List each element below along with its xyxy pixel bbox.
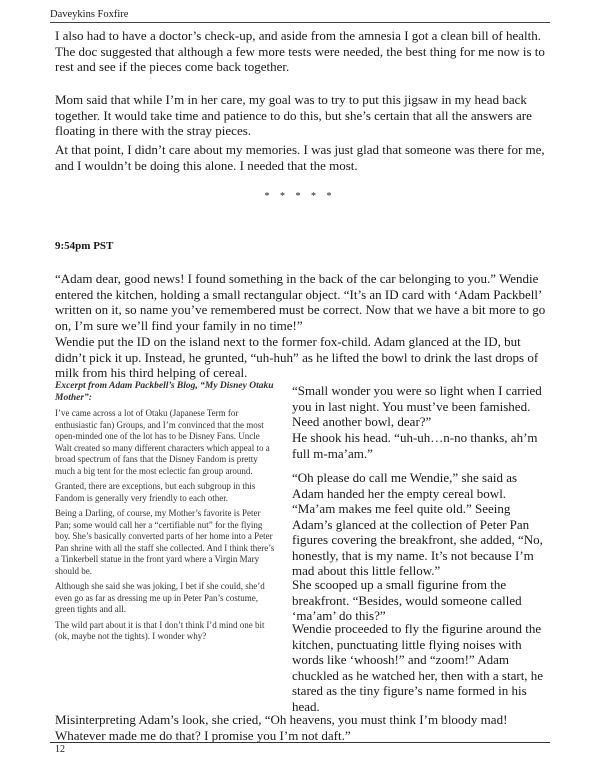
paragraph-jigsaw: Mom said that while I’m in her care, my goal was to try to put this jigsaw in my head back together. It would take time and patience to do this, but she’s certain that all the answers are floating in there with the stray pieces. [55, 92, 532, 138]
right-paragraph: He shook his head. “uh-uh…n-no thanks, ah’m full m-ma’am.” [292, 430, 538, 461]
paragraph-id-card: “Adam dear, good news! I found something in the back of the car belonging to you.” Wendie entered the kitchen, holding a small rectangular object. “It’s an ID card with ‘Adam Packbell’ written on it, so name you’ve remembered must be correct. Now that we have a bit more to go on, I’m sure we’ll find your family in no time!” [55, 271, 546, 333]
paragraph-cereal: Wendie put the ID on the island next to the former fox-child. Adam glanced at the ID, but didn’t pick it up. Instead, he grunted, “uh-huh” as he lifted the bowl to drink the last drops of milk from his third helping of cereal. [55, 334, 539, 380]
scene-break: * * * * * [264, 191, 336, 202]
paragraph-bottom: Misinterpreting Adam’s look, she cried, “Oh heavens, you must think I’m bloody mad! Whatever made me do that? I promise you I’m not daft.” [55, 712, 508, 743]
right-paragraph: Wendie proceeded to fly the figurine around the kitchen, punctuating little flying noises with words like ‘whoosh!” and “zoom!” Adam chuckled as he watched her, then with a start, he stared as the tiny figure’s name formed in his head. [292, 621, 544, 714]
blog-excerpt-sidebar [55, 380, 275, 647]
sidebar-paragraph: Granted, there are exceptions, but each subgroup in this Fandom is generally very friendly to each other. [55, 481, 256, 503]
sidebar-title: Excerpt from Adam Packbell’s Blog, “My Disney Otaku Mother”: [55, 381, 274, 403]
footer-rule [50, 742, 550, 743]
paragraph-memories: At that point, I didn’t care about my memories. I was just glad that someone was there for me, and I wouldn’t be doing this alone. I needed that the most. [55, 142, 545, 173]
paragraph-checkup: I also had to have a doctor’s check-up, and aside from the amnesia I got a clean bill of health. The doc suggested that although a few more tests were needed, the best thing for me now is to rest and see if the pieces come back together. [55, 28, 545, 74]
timestamp-heading: 9:54pm PST [55, 240, 114, 252]
right-paragraph: “Oh please do call me Wendie,” she said as Adam handed her the empty cereal bowl. “Ma’am makes me feel quite old.” Seeing Adam’s glanced at the collection of Peter Pan figures covering the breakfront, she added, “No, honestly, that is my name. It’s not because I’m mad about this little fellow.” [292, 470, 543, 578]
page-number: 12 [55, 744, 65, 755]
sidebar-paragraph: Although she said she was joking, I bet if she could, she’d even go as far as dressing me up in Peter Pan’s costume, green tights and all. [55, 581, 265, 614]
sidebar-paragraph: I’ve came across a lot of Otaku (Japanese Term for enthusiastic fan) Groups, and I’m convinced that the most open-minded one of the lot has to be Disney Fans. Uncle Walt created so many different characters which appeal to a broad spectrum of fans that the Disney Fandom is pretty much a big tent for the most eclectic fan group around. [55, 408, 270, 476]
sidebar-paragraph: Being a Darling, of course, my Mother’s favorite is Peter Pan; some would call her a “certifiable nut” for the flying boy. She’s basically converted parts of her home into a Peter Pan shrine with all the staff she collected. And I think there’s a Tinkerbell statue in the front yard where a Virgin Mary should be. [55, 508, 275, 576]
sidebar-paragraph: The wild part about it is that I don’t think I’d mind one bit (ok, maybe not the tights). I wonder why? [55, 619, 265, 641]
running-header: Daveykins Foxfire [50, 9, 550, 23]
right-paragraph: She scooped up a small figurine from the breakfront. “Besides, would someone called ‘ma’am’ do this?” [292, 577, 522, 623]
right-paragraph: “Small wonder you were so light when I carried you in last night. You must’ve been famished. Need another bowl, dear?” [292, 383, 542, 429]
